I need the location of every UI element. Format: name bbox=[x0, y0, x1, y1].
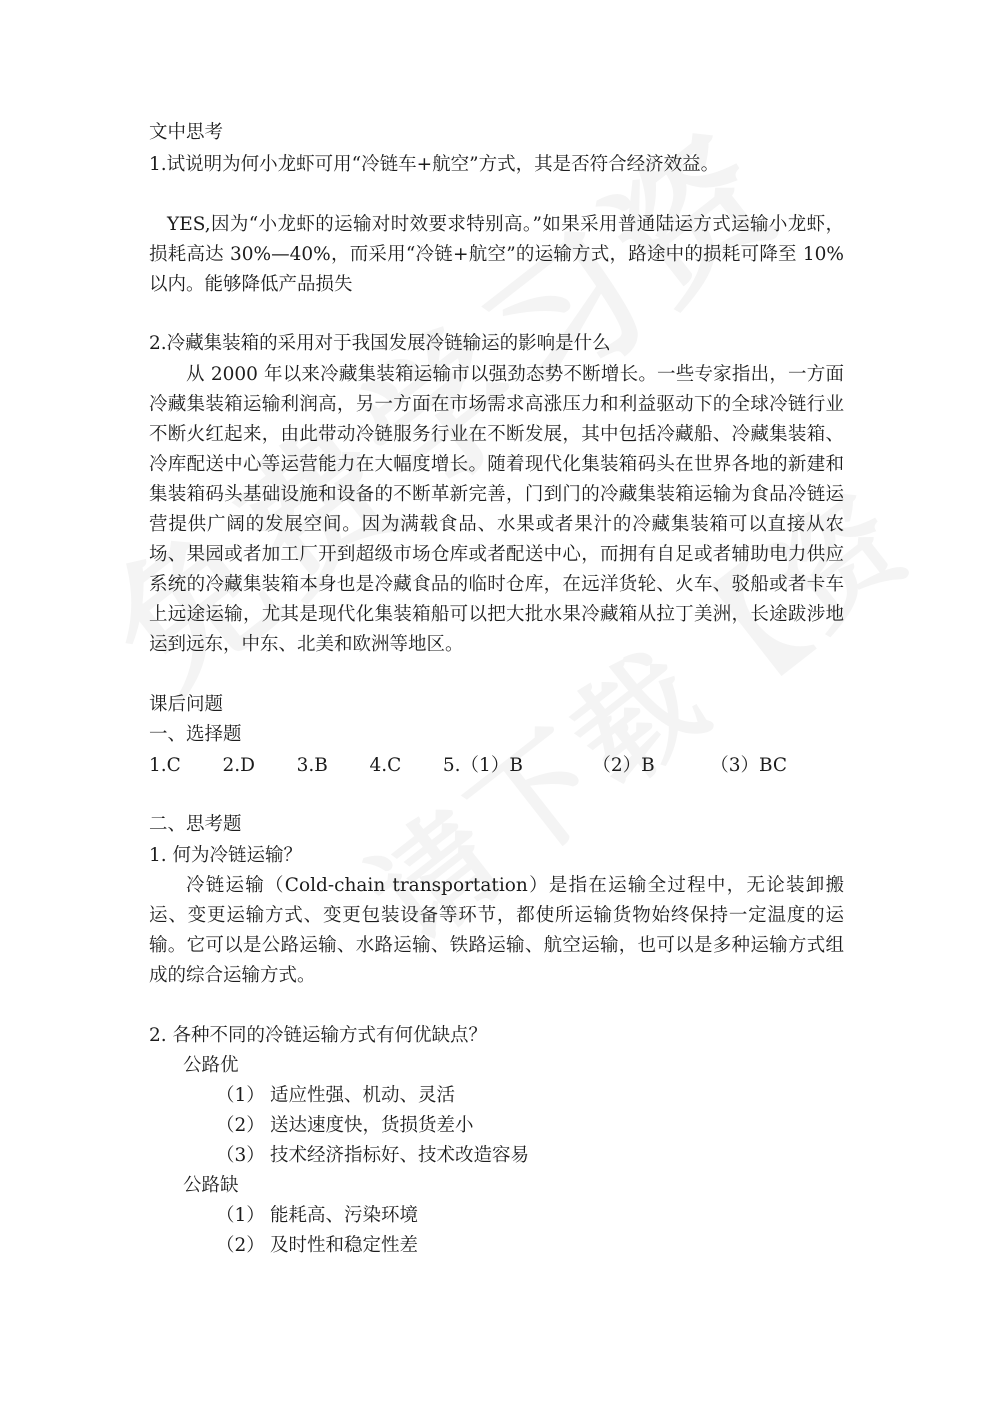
thinking-question-2: 2. 各种不同的冷链运输方式有何优缺点？ bbox=[149, 1025, 488, 1046]
list-item-text: 能耗高、污染环境 bbox=[270, 1205, 419, 1226]
list-item bbox=[216, 1201, 418, 1231]
list-item-number: （2） bbox=[216, 1115, 265, 1136]
list-item-text: 适应性强、机动、灵活 bbox=[270, 1085, 456, 1106]
list-item-text: 技术经济指标好、技术改造容易 bbox=[270, 1145, 530, 1166]
road-cons-title: 公路缺 bbox=[183, 1175, 239, 1196]
choice-answers: 1.C 2.D 3.B 4.C 5.（1）B （2）B （3）BC bbox=[149, 755, 788, 776]
list-item bbox=[216, 1081, 455, 1111]
list-item-number: （3） bbox=[216, 1145, 265, 1166]
thinking-section-title: 二、思考题 bbox=[149, 814, 242, 835]
list-item-number: （2） bbox=[216, 1235, 265, 1256]
list-item-number: （1） bbox=[216, 1085, 265, 1106]
section-title-reflection: 文中思考 bbox=[149, 122, 224, 143]
question-2: 2.冷藏集装箱的采用对于我国发展冷链输运的影响是什么 bbox=[149, 333, 611, 354]
question-1: 1.试说明为何小龙虾可用“冷链车+航空”方式，其是否符合经济效益。 bbox=[149, 154, 720, 175]
list-item-text: 及时性和稳定性差 bbox=[270, 1235, 419, 1256]
choice-section-title: 一、选择题 bbox=[149, 724, 242, 745]
answer-1: YES,因为“小龙虾的运输对时效要求特别高。”如果采用普通陆运方式运输小龙虾，损耗高达 30%—40%，而采用“冷链+航空”的运输方式，路途中的损耗可降至 10%以内。能够降低产品损失 bbox=[149, 214, 844, 295]
list-item-number: （1） bbox=[216, 1205, 265, 1226]
thinking-answer-1: 冷链运输（Cold-chain transportation）是指在运输全过程中，无论装卸搬运、变更运输方式、变更包装设备等环节，都使所运输货物始终保持一定温度的运输。它可以是公路运输、水路运输、铁路运输、航空运输，也可以是多种运输方式组成的综合运输方式。 bbox=[149, 875, 844, 986]
road-pros-title: 公路优 bbox=[183, 1055, 239, 1076]
list-item bbox=[216, 1111, 474, 1141]
answer-2: 从 2000 年以来冷藏集装箱运输市以强劲态势不断增长。一些专家指出，一方面冷藏集装箱运输利润高，另一方面在市场需求高涨压力和利益驱动下的全球冷链行业不断火红起来，由此带动冷链服务行业在不断发展，其中包括冷藏船、冷藏集装箱、冷库配送中心等运营能力在大幅度增长。随着现代化集装箱码头在世界各地的新建和集装箱码头基础设施和设备的不断革新完善，门到门的冷藏集装箱运输为食品冷链运营提供广阔的发展空间。因为满载食品、水果或者果汁的冷藏集装箱可以直接从农场、果园或者加工厂开到超级市场仓库或者配送中心，而拥有自足或者辅助电力供应系统的冷藏集装箱本身也是冷藏食品的临时仓库，在远洋货轮、火车、驳船或者卡车上远途运输，尤其是现代化集装箱船可以把大批水果冷藏箱从拉丁美洲，长途跋涉地运到远东，中东、北美和欧洲等地区。 bbox=[149, 364, 844, 655]
list-item bbox=[216, 1231, 418, 1261]
section-title-after-class: 课后问题 bbox=[149, 694, 224, 715]
list-item bbox=[216, 1141, 529, 1171]
thinking-question-1: 1. 何为冷链运输？ bbox=[149, 845, 303, 866]
list-item-text: 送达速度快，货损货差小 bbox=[270, 1115, 474, 1136]
